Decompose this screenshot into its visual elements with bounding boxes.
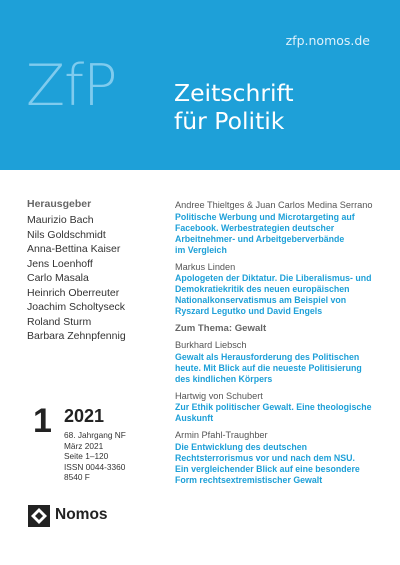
nomos-logo-icon (28, 505, 50, 527)
editor-item: Anna-Bettina Kaiser (27, 243, 121, 255)
article-title-line: Ein vergleichender Blick auf eine besondere (175, 463, 360, 474)
article-author: Markus Linden (175, 261, 236, 272)
journal-title-line-2: für Politik (174, 107, 285, 135)
article-entry[interactable] (175, 391, 385, 425)
editors-section (27, 198, 157, 344)
article-title-line: Nationalkonservatismus am Beispiel von (175, 295, 347, 305)
article-title-line: des kindlichen Körpers (175, 373, 273, 384)
journal-url[interactable]: zfp.nomos.de (285, 33, 370, 48)
article-title (175, 442, 385, 486)
issue-detail: 8540 F (64, 472, 90, 482)
article-title-line: Arbeitnehmer- und Arbeitgeberverbände (175, 233, 345, 244)
article-title-line: Demokratiekritik des neuen europäischen (175, 284, 350, 294)
article-entry[interactable] (175, 262, 385, 318)
article-title-line: Gewalt als Herausforderung des Politischen (175, 351, 360, 362)
editor-item: Heinrich Oberreuter (27, 286, 120, 299)
article-title (175, 273, 385, 317)
table-of-contents (175, 200, 385, 492)
article-entry[interactable] (175, 200, 385, 256)
article-title-line: heute. Mit Blick auf die neueste Politisierung (175, 362, 362, 373)
article-title-line: Facebook. Werbestrategien deutscher (175, 222, 335, 233)
issue-detail: 68. Jahrgang NF (64, 430, 126, 440)
article-author: Armin Pfahl-Traughber (175, 430, 268, 440)
editor-item: Barbara Zehnpfennig (27, 330, 126, 342)
editors-label: Herausgeber (27, 198, 92, 210)
journal-logo: ZfP (26, 53, 117, 119)
journal-title (174, 79, 294, 135)
issue-detail: ISSN 0044-3360 (64, 461, 126, 472)
article-title-line: im Vergleich (175, 244, 227, 255)
article-entry[interactable] (175, 340, 385, 385)
theme-heading: Zum Thema: Gewalt (175, 323, 267, 334)
article-title (175, 352, 385, 385)
article-title-line: Apologeten der Diktatur. Die Liberalismus- und (175, 273, 372, 283)
article-title-line: Ryszard Legutko und David Engels (175, 306, 323, 316)
issue-number: 1 (33, 402, 52, 440)
article-title-line: Auskunft (175, 413, 214, 423)
article-title-line: Zur Ethik politischer Gewalt. Eine theologische (175, 402, 372, 412)
article-title (175, 212, 385, 256)
editor-item: Jens Loenhoff (27, 257, 93, 270)
issue-detail: Seite 1–120 (64, 451, 109, 461)
editor-item: Nils Goldschmidt (27, 228, 106, 241)
article-title-line: Rechtsterrorismus vor und nach dem NSU. (175, 452, 355, 463)
editor-item: Roland Sturm (27, 315, 92, 328)
issue-detail: März 2021 (64, 440, 104, 451)
article-entry[interactable] (175, 430, 385, 486)
journal-title-line-1: Zeitschrift (174, 79, 294, 107)
issue-year: 2021 (64, 406, 105, 426)
article-title-line: Politische Werbung und Microtargeting auf (175, 211, 355, 222)
article-title (175, 402, 385, 424)
article-author: Burkhard Liebsch (175, 340, 247, 350)
editor-item: Joachim Scholtyseck (27, 301, 126, 313)
cover-header (0, 0, 400, 170)
publisher-name: Nomos (55, 506, 108, 523)
article-title-line: Form rechtsextremistischer Gewalt (175, 474, 323, 485)
article-author: Andree Thieltges & Juan Carlos Medina Serrano (175, 200, 373, 210)
editor-item: Carlo Masala (27, 272, 89, 284)
article-author: Hartwig von Schubert (175, 390, 263, 401)
issue-details (64, 430, 164, 483)
editor-item: Maurizio Bach (27, 214, 94, 226)
article-title-line: Die Entwicklung des deutschen (175, 441, 307, 452)
